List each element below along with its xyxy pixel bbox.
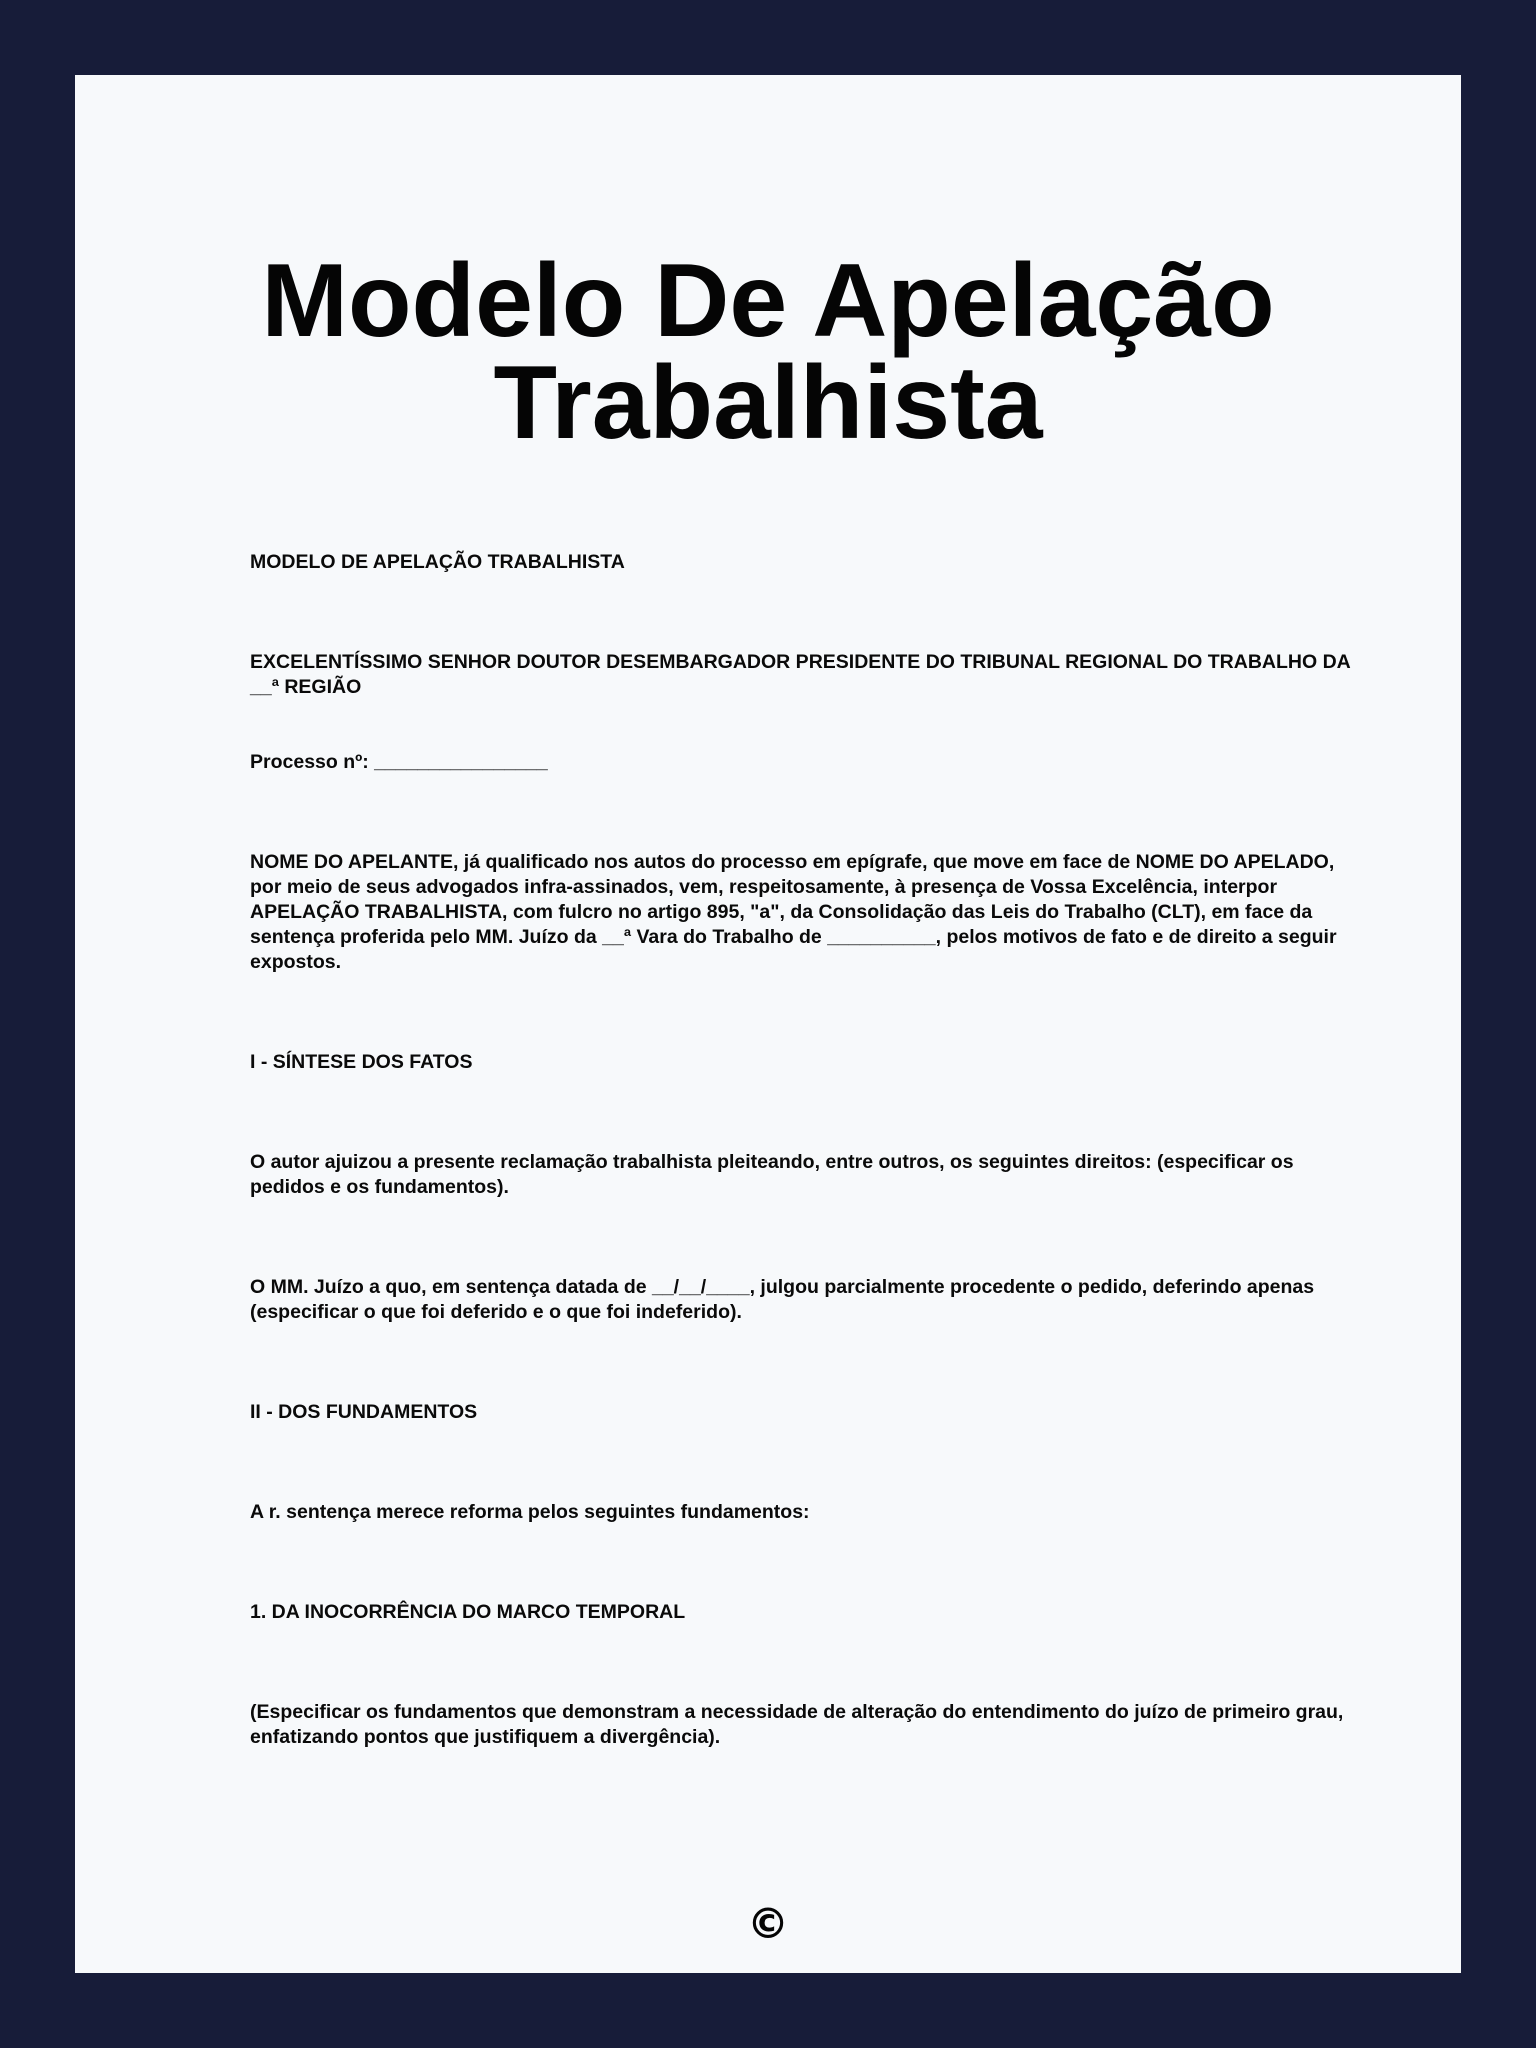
addressee-paragraph: EXCELENTÍSSIMO SENHOR DOUTOR DESEMBARGADOR PRESIDENTE DO TRIBUNAL REGIONAL DO TRABALHO DA __ª REGIÃO (250, 651, 1351, 698)
title-line-1: Modelo De Apelação (261, 243, 1275, 359)
copyright-icon: © (747, 1899, 789, 1948)
section-heading-facts: I - SÍNTESE DOS FATOS (250, 1051, 473, 1073)
section-heading-grounds: II - DOS FUNDAMENTOS (250, 1401, 478, 1423)
facts-paragraph-1: O autor ajuizou a presente reclamação trabalhista pleiteando, entre outros, os seguintes direitos: (especificar os pedidos e os fundamentos). (250, 1151, 1294, 1198)
subsection-heading-marco-temporal: 1. DA INOCORRÊNCIA DO MARCO TEMPORAL (250, 1601, 686, 1623)
title-line-2: Trabalhista (493, 345, 1043, 461)
facts-paragraph-2: O MM. Juízo a quo, em sentença datada de __/__/____, julgou parcialmente procedente o pedido, deferindo apenas (especificar o que foi deferido e o que foi indeferido). (250, 1276, 1315, 1323)
grounds-paragraph: (Especificar os fundamentos que demonstram a necessidade de alteração do entendimento do juízo de primeiro grau, enfatizando pontos que justifiquem a divergência). (250, 1701, 1344, 1748)
process-number-paragraph: Processo nº: ________________ (250, 751, 548, 773)
grounds-intro-paragraph: A r. sentença merece reforma pelos seguintes fundamentos: (250, 1501, 810, 1523)
document-title (75, 243, 1461, 461)
introduction-paragraph: NOME DO APELANTE, já qualificado nos autos do processo em epígrafe, que move em face de NOME DO APELADO, por meio de seus advogados infra-assinados, vem, respeitosamente, à presença de Vossa Excelência, interpor APELAÇÃO TRABALHISTA, com fulcro no artigo 895, "a", da Consolidação das Leis do Trabalho (CLT), em face da sentença proferida pelo MM. Juízo da __ª Vara do Trabalho de __________, pelos motivos de fato e de direito a seguir expostos. (250, 851, 1337, 973)
document-heading: MODELO DE APELAÇÃO TRABALHISTA (250, 551, 625, 573)
document-page (75, 75, 1461, 1973)
